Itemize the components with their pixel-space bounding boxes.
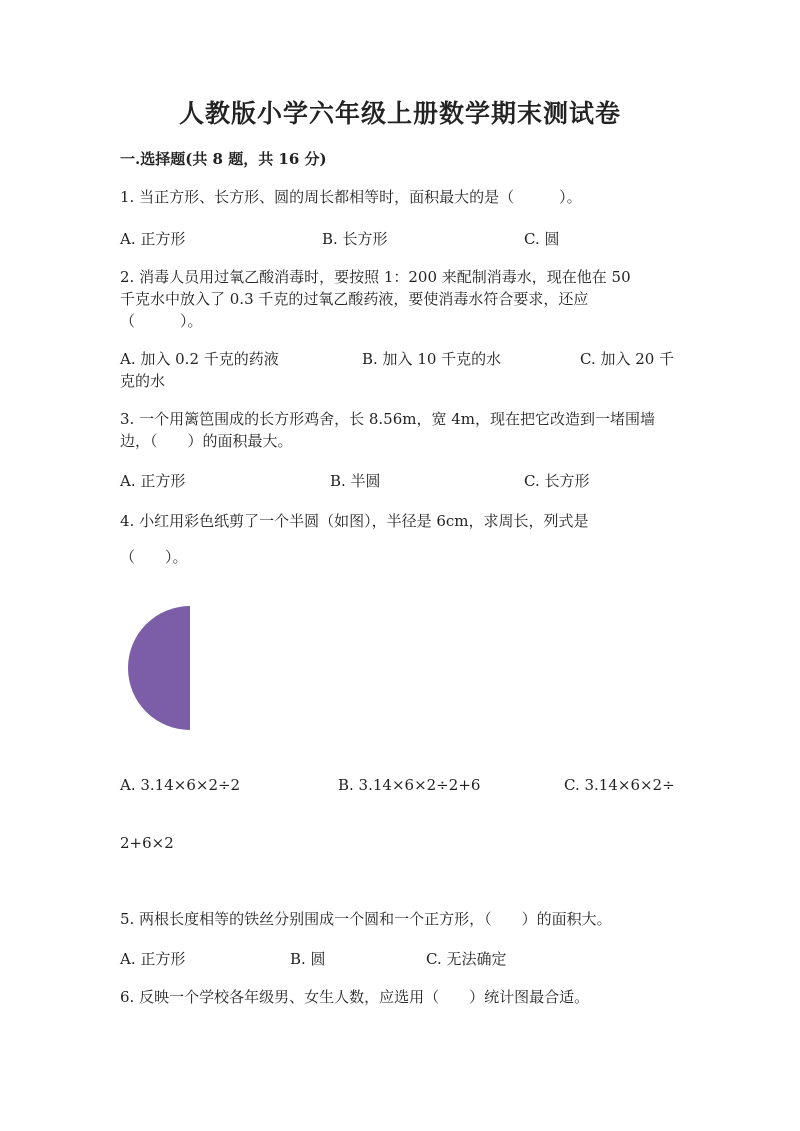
- question-3-option-a: A. 正方形: [120, 472, 186, 490]
- question-2-stem-line-1: 2. 消毒人员用过氧乙酸消毒时，要按照 1：200 来配制消毒水，现在他在 50: [120, 268, 631, 286]
- question-5-option-a: A. 正方形: [120, 950, 186, 968]
- question-5-option-b: B. 圆: [290, 950, 326, 968]
- question-2-option-c: C. 加入 20 千: [580, 350, 675, 368]
- question-1-option-c: C. 圆: [524, 230, 560, 248]
- question-1-option-b: B. 长方形: [322, 230, 388, 248]
- question-4-option-c: C. 3.14×6×2÷: [564, 776, 675, 794]
- section-heading: 一.选择题(共 8 题，共 16 分): [120, 150, 327, 168]
- question-6-stem: 6. 反映一个学校各年级男、女生人数，应选用（ ）统计图最合适。: [120, 988, 590, 1006]
- question-4-stem-line-2: （ ）。: [120, 548, 188, 566]
- question-1-option-a: A. 正方形: [120, 230, 186, 248]
- question-2-option-b: B. 加入 10 千克的水: [362, 350, 502, 368]
- question-4-stem-line-1: 4. 小红用彩色纸剪了一个半圆（如图），半径是 6cm，求周长，列式是: [120, 512, 589, 530]
- question-2-stem-line-3: （ ）。: [120, 312, 203, 330]
- question-2-option-a: A. 加入 0.2 千克的药液: [120, 350, 279, 368]
- question-3-option-b: B. 半圆: [330, 472, 381, 490]
- question-4-option-c-wrap: 2+6×2: [120, 834, 174, 852]
- question-2-stem-line-2: 千克水中放入了 0.3 千克的过氧乙酸药液，要使消毒水符合要求，还应: [120, 290, 589, 308]
- page-title: 人教版小学六年级上册数学期末测试卷: [178, 99, 621, 128]
- semicircle-figure: [128, 604, 194, 732]
- question-3-stem-line-1: 3. 一个用篱笆围成的长方形鸡舍，长 8.56m，宽 4m，现在把它改造到一堵围墙: [120, 410, 656, 428]
- question-3-option-c: C. 长方形: [524, 472, 590, 490]
- question-2-option-c-wrap: 克的水: [120, 372, 166, 390]
- question-5-stem: 5. 两根长度相等的铁丝分别围成一个圆和一个正方形，（ ）的面积大。: [120, 910, 612, 928]
- question-1-stem: 1. 当正方形、长方形、圆的周长都相等时，面积最大的是（ ）。: [120, 188, 582, 206]
- question-3-stem-line-2: 边，（ ）的面积最大。: [120, 432, 293, 450]
- question-4-option-b: B. 3.14×6×2÷2+6: [338, 776, 481, 794]
- question-4-option-a: A. 3.14×6×2÷2: [120, 776, 241, 794]
- question-5-option-c: C. 无法确定: [426, 950, 507, 968]
